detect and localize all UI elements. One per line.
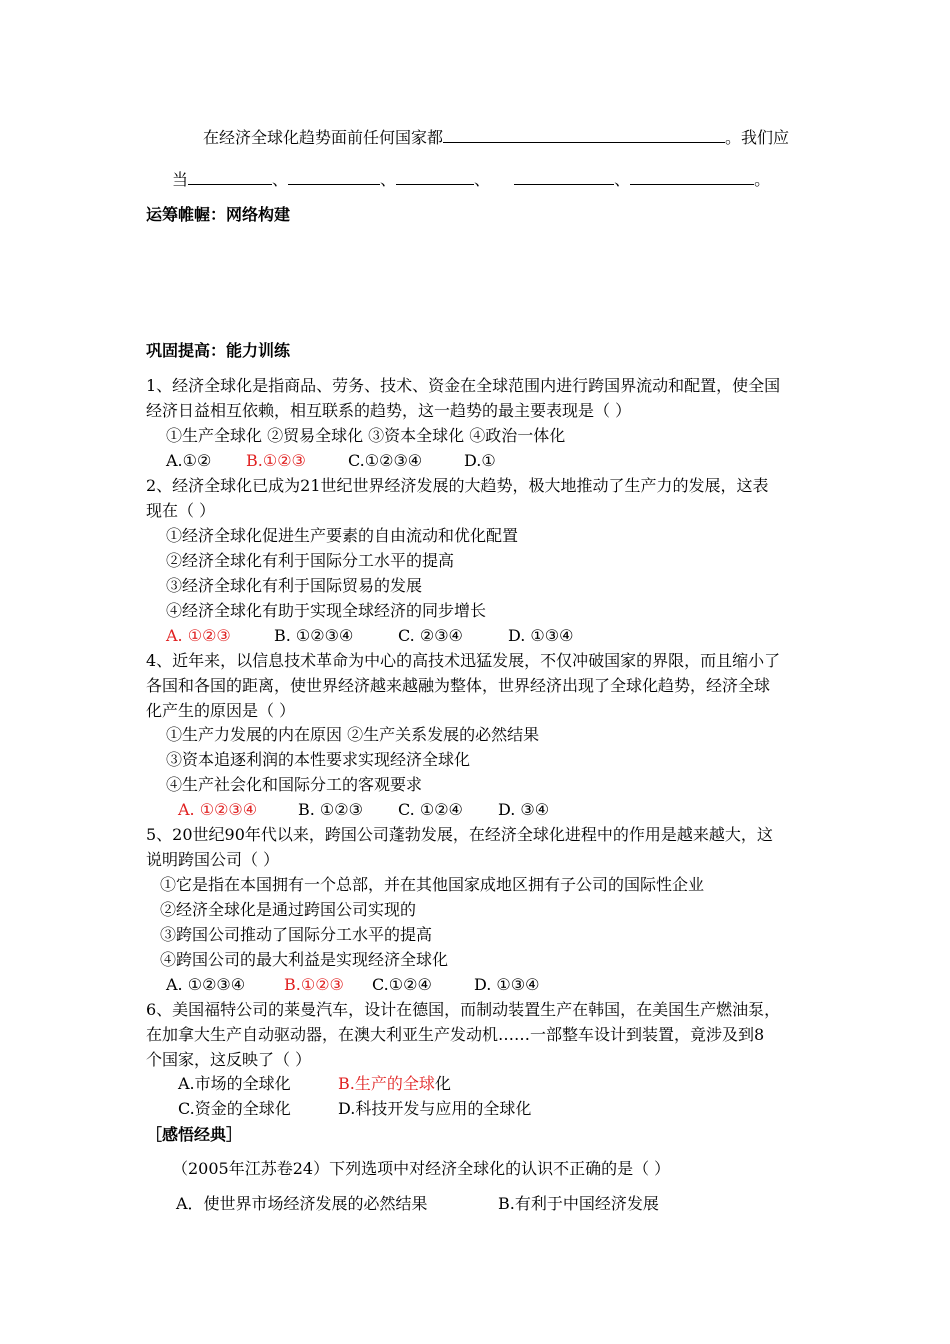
question-2-item: ②经济全球化有利于国际分工水平的提高 xyxy=(166,551,455,570)
question-2-stem: 现在（ ） xyxy=(146,501,216,520)
question-4-item: ①生产力发展的内在原因 ②生产关系发展的必然结果 xyxy=(166,725,540,744)
question-2-options xyxy=(166,625,573,647)
question-5-item: ③跨国公司推动了国际分工水平的提高 xyxy=(160,925,433,944)
separator: 、 xyxy=(272,170,289,189)
option-b-answer[interactable]: B.①②③ xyxy=(246,451,306,470)
option-c[interactable]: C.资金的全球化 xyxy=(178,1099,291,1118)
question-1-items: ①生产全球化 ②贸易全球化 ③资本全球化 ④政治一体化 xyxy=(166,426,566,445)
intro-text: 。我们应 xyxy=(725,128,790,147)
answer-blank[interactable] xyxy=(443,126,725,143)
intro-line-1 xyxy=(203,126,789,149)
section-heading-training: 巩固提高：能力训练 xyxy=(146,341,291,360)
question-4-stem: 4、近年来，以信息技术革命为中心的高技术迅猛发展，不仅冲破国家的界限，而且缩小了 xyxy=(146,651,781,670)
option-a[interactable]: A．使世界市场经济发展的必然结果 xyxy=(176,1194,428,1213)
option-d[interactable]: D.① xyxy=(464,451,496,470)
option-c[interactable]: C. ①②④ xyxy=(398,800,463,819)
separator: 。 xyxy=(754,170,771,189)
question-2-item: ①经济全球化促进生产要素的自由流动和优化配置 xyxy=(166,526,519,545)
question-5-stem: 说明跨国公司（ ） xyxy=(146,850,280,869)
option-b[interactable]: B. ①②③ xyxy=(298,800,363,819)
option-b-answer[interactable]: B.①②③ xyxy=(284,975,344,994)
answer-blank[interactable] xyxy=(188,168,272,185)
question-2-item: ③经济全球化有利于国际贸易的发展 xyxy=(166,576,423,595)
question-5-options xyxy=(166,974,539,996)
question-4-options xyxy=(178,799,549,821)
separator: 、 xyxy=(380,170,397,189)
question-1-stem: 1、经济全球化是指商品、劳务、技术、资金在全球范围内进行跨国界流动和配置，使全国 xyxy=(146,376,781,395)
question-5-item: ①它是指在本国拥有一个总部，并在其他国家成地区拥有子公司的国际性企业 xyxy=(160,875,705,894)
question-5-item: ②经济全球化是通过跨国公司实现的 xyxy=(160,900,417,919)
intro-line-2 xyxy=(172,168,770,191)
answer-blank[interactable] xyxy=(630,168,754,185)
question-1-stem: 经济日益相互依赖，相互联系的趋势，这一趋势的最主要表现是（ ） xyxy=(146,401,632,420)
intro-text: 在经济全球化趋势面前任何国家都 xyxy=(203,128,444,147)
answer-blank[interactable] xyxy=(288,168,380,185)
question-6-stem: 6、美国福特公司的莱曼汽车，设计在德国，而制动装置生产在韩国，在美国生产燃油泵， xyxy=(146,1000,781,1019)
separator: 、 xyxy=(614,170,631,189)
question-4-item: ④生产社会化和国际分工的客观要求 xyxy=(166,775,423,794)
question-4-item: ③资本追逐利润的本性要求实现经济全球化 xyxy=(166,750,471,769)
option-b-text: B.生产的全球 xyxy=(338,1074,435,1093)
answer-blank[interactable] xyxy=(514,168,614,185)
question-5-stem: 5、20世纪90年代以来，跨国公司蓬勃发展，在经济全球化进程中的作用是越来越大，这 xyxy=(146,825,773,844)
question-6-stem: 个国家，这反映了（ ） xyxy=(146,1050,312,1069)
option-c[interactable]: C.①②④ xyxy=(372,975,432,994)
option-b[interactable]: B. ①②③④ xyxy=(274,626,354,645)
section-heading-classic: ［感悟经典］ xyxy=(146,1125,243,1144)
question-6-options-row-1 xyxy=(178,1073,451,1095)
question-5-item: ④跨国公司的最大利益是实现经济全球化 xyxy=(160,950,449,969)
question-6-stem: 在加拿大生产自动驱动器，在澳大利亚生产发动机……一部整车设计到装置，竟涉及到8 xyxy=(146,1025,765,1044)
classic-question-options xyxy=(176,1193,659,1215)
separator: 、 xyxy=(474,170,491,189)
section-heading-network: 运筹帷幄：网络构建 xyxy=(146,205,291,224)
option-a-answer[interactable]: A. ①②③④ xyxy=(178,800,258,819)
question-1-options xyxy=(166,450,496,472)
option-c[interactable]: C.①②③④ xyxy=(348,451,423,470)
option-d[interactable]: D. ③④ xyxy=(498,800,550,819)
question-6-options-row-2 xyxy=(178,1098,531,1120)
question-2-item: ④经济全球化有助于实现全球经济的同步增长 xyxy=(166,601,487,620)
option-a[interactable]: A. ①②③④ xyxy=(166,975,246,994)
intro-text: 当 xyxy=(172,170,189,189)
option-a[interactable]: A.①② xyxy=(166,451,212,470)
answer-blank[interactable] xyxy=(396,168,474,185)
option-b[interactable]: B.有利于中国经济发展 xyxy=(498,1194,659,1213)
option-b-answer[interactable] xyxy=(338,1073,451,1095)
option-d[interactable]: D. ①③④ xyxy=(508,626,574,645)
question-2-stem: 2、经济全球化已成为21世纪世界经济发展的大趋势，极大地推动了生产力的发展，这表 xyxy=(146,476,769,495)
option-d[interactable]: D. ①③④ xyxy=(474,975,540,994)
question-4-stem: 化产生的原因是（ ） xyxy=(146,701,296,720)
option-c[interactable]: C. ②③④ xyxy=(398,626,463,645)
option-b-tail: 化 xyxy=(434,1074,451,1093)
question-4-stem: 各国和各国的距离，使世界经济越来越融为整体，世界经济出现了全球化趋势，经济全球 xyxy=(146,676,771,695)
option-a-answer[interactable]: A. ①②③ xyxy=(166,626,231,645)
option-d[interactable]: D.科技开发与应用的全球化 xyxy=(338,1099,532,1118)
option-a[interactable]: A.市场的全球化 xyxy=(178,1074,291,1093)
classic-question-stem: （2005年江苏卷24）下列选项中对经济全球化的认识不正确的是（ ） xyxy=(172,1159,671,1178)
